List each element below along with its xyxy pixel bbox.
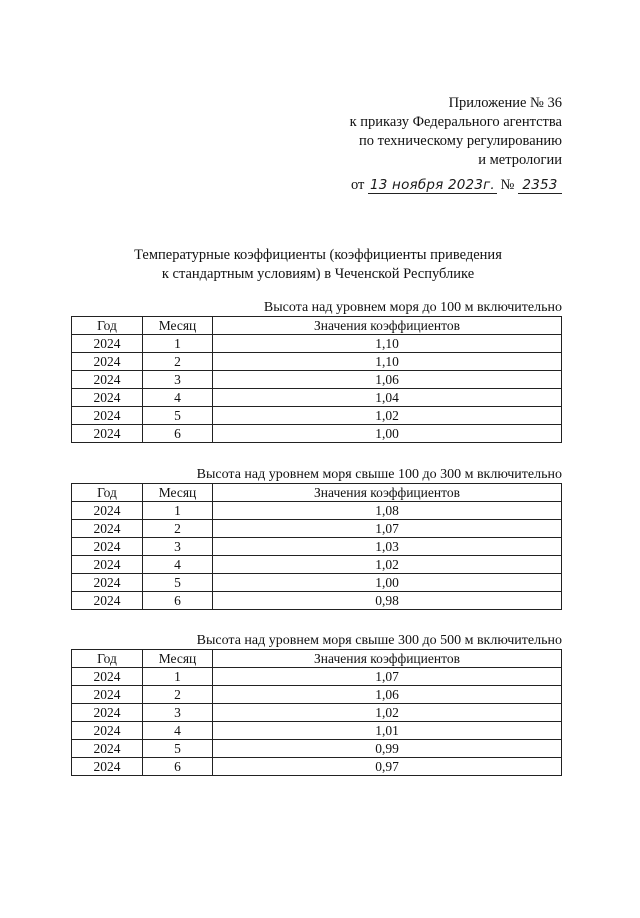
table-row (72, 389, 562, 407)
cell-value: 0,97 (213, 758, 562, 776)
cell-month: 3 (143, 704, 213, 722)
cell-value: 1,00 (213, 425, 562, 443)
order-date-handwritten: 13 ноября 2023г. (369, 177, 495, 193)
cell-year: 2024 (72, 722, 143, 740)
table-row (72, 335, 562, 353)
cell-year: 2024 (72, 704, 143, 722)
cell-value: 1,06 (213, 686, 562, 704)
cell-year: 2024 (72, 502, 143, 520)
column-header-month: Месяц (143, 317, 213, 335)
table-row (72, 556, 562, 574)
cell-year: 2024 (72, 371, 143, 389)
cell-month: 5 (143, 407, 213, 425)
order-date-line (350, 176, 562, 195)
table-row (72, 574, 562, 592)
cell-year: 2024 (72, 758, 143, 776)
cell-month: 4 (143, 722, 213, 740)
cell-value: 1,08 (213, 502, 562, 520)
table-row (72, 407, 562, 425)
cell-month: 1 (143, 335, 213, 353)
title-line-1: Температурные коэффициенты (коэффициенты приведения (134, 247, 502, 263)
cell-month: 1 (143, 502, 213, 520)
cell-value: 1,04 (213, 389, 562, 407)
coefficients-section-up-to-100m (71, 300, 562, 443)
coefficients-section-300-to-500m (71, 633, 562, 776)
cell-month: 5 (143, 740, 213, 758)
cell-year: 2024 (72, 686, 143, 704)
order-number-handwritten: 2353 (522, 177, 558, 193)
cell-year: 2024 (72, 335, 143, 353)
table-row (72, 704, 562, 722)
cell-month: 3 (143, 371, 213, 389)
cell-value: 1,01 (213, 722, 562, 740)
table-row (72, 353, 562, 371)
cell-value: 1,02 (213, 407, 562, 425)
cell-value: 1,10 (213, 335, 562, 353)
table-row (72, 740, 562, 758)
table-row (72, 371, 562, 389)
cell-month: 2 (143, 520, 213, 538)
cell-month: 6 (143, 592, 213, 610)
appendix-number: Приложение № 36 (448, 95, 562, 111)
table-row (72, 502, 562, 520)
cell-value: 1,02 (213, 704, 562, 722)
cell-year: 2024 (72, 740, 143, 758)
cell-year: 2024 (72, 389, 143, 407)
cell-value: 1,07 (213, 520, 562, 538)
cell-month: 5 (143, 574, 213, 592)
cell-year: 2024 (72, 538, 143, 556)
column-header-year: Год (72, 650, 143, 668)
cell-year: 2024 (72, 520, 143, 538)
order-prefix: от (350, 177, 365, 193)
cell-year: 2024 (72, 592, 143, 610)
table-row (72, 425, 562, 443)
coefficients-section-100-to-300m (71, 467, 562, 610)
cell-value: 1,06 (213, 371, 562, 389)
table-row (72, 686, 562, 704)
order-number-field (518, 178, 562, 194)
cell-value: 0,99 (213, 740, 562, 758)
cell-value: 1,03 (213, 538, 562, 556)
table-header-row (72, 650, 562, 668)
title-line-2: к стандартным условиям) в Чеченской Республике (161, 266, 475, 282)
coefficients-table (71, 483, 562, 610)
cell-month: 6 (143, 758, 213, 776)
cell-year: 2024 (72, 556, 143, 574)
cell-month: 1 (143, 668, 213, 686)
order-number-label: № (500, 177, 515, 193)
cell-year: 2024 (72, 407, 143, 425)
section-caption: Высота над уровнем моря до 100 м включительно (263, 300, 562, 315)
cell-month: 2 (143, 353, 213, 371)
table-row (72, 758, 562, 776)
table-row (72, 592, 562, 610)
cell-value: 0,98 (213, 592, 562, 610)
table-row (72, 520, 562, 538)
column-header-year: Год (72, 484, 143, 502)
cell-month: 4 (143, 556, 213, 574)
document-title (74, 246, 562, 284)
column-header-values: Значения коэффициентов (213, 484, 562, 502)
cell-month: 6 (143, 425, 213, 443)
agency-line: по техническому регулированию (358, 133, 562, 149)
cell-year: 2024 (72, 425, 143, 443)
section-caption: Высота над уровнем моря свыше 100 до 300 м включительно (196, 467, 562, 482)
coefficients-table (71, 649, 562, 776)
cell-month: 3 (143, 538, 213, 556)
cell-value: 1,10 (213, 353, 562, 371)
appendix-header (350, 94, 562, 195)
table-row (72, 538, 562, 556)
cell-month: 2 (143, 686, 213, 704)
cell-year: 2024 (72, 353, 143, 371)
order-date-field (368, 178, 497, 194)
coefficients-table (71, 316, 562, 443)
table-row (72, 722, 562, 740)
cell-year: 2024 (72, 574, 143, 592)
column-header-year: Год (72, 317, 143, 335)
section-caption: Высота над уровнем моря свыше 300 до 500 м включительно (196, 633, 562, 648)
table-header-row (72, 484, 562, 502)
cell-value: 1,02 (213, 556, 562, 574)
table-header-row (72, 317, 562, 335)
cell-value: 1,07 (213, 668, 562, 686)
cell-value: 1,00 (213, 574, 562, 592)
column-header-values: Значения коэффициентов (213, 317, 562, 335)
column-header-month: Месяц (143, 484, 213, 502)
column-header-month: Месяц (143, 650, 213, 668)
agency-line-end: и метрологии (478, 152, 562, 168)
cell-month: 4 (143, 389, 213, 407)
order-reference-line: к приказу Федерального агентства (349, 114, 562, 130)
column-header-values: Значения коэффициентов (213, 650, 562, 668)
cell-year: 2024 (72, 668, 143, 686)
table-row (72, 668, 562, 686)
